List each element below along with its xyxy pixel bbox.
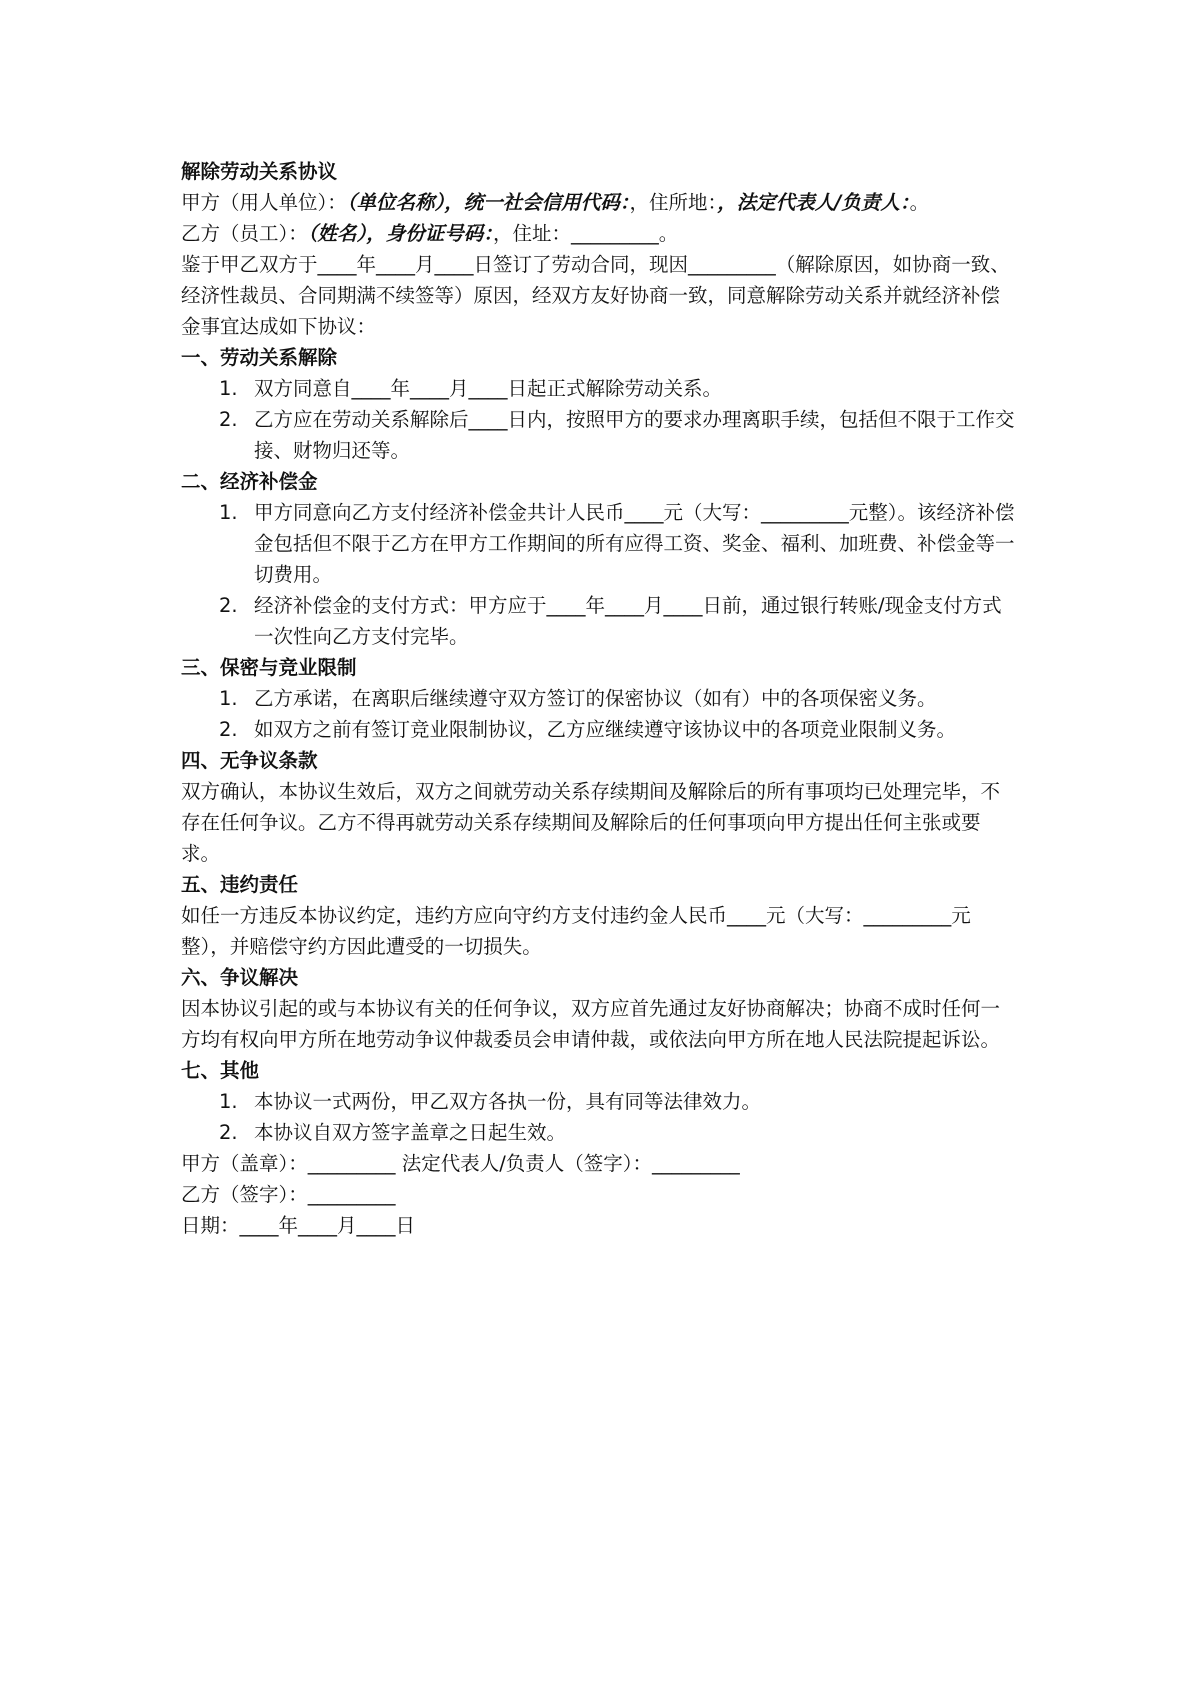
item-number: 1. [219,501,238,524]
list-item [181,404,1019,466]
party-a-name: （单位名称），统一社会信用代码： [346,191,630,214]
section-heading: 一、劳动关系解除 [181,346,338,369]
party-a-address-label: ，住所地： [629,191,718,214]
numbered-list [181,1086,1019,1148]
numbered-list [181,373,1019,466]
section-heading: 四、无争议条款 [181,749,318,772]
item-number: 1. [219,687,238,710]
section-heading: 五、违约责任 [181,873,299,896]
item-number: 1. [219,377,238,400]
party-a-end: 。 [909,191,930,214]
list-item [181,373,1019,404]
party-b-line [181,218,1019,249]
list-item [181,714,1019,745]
list-item [181,1086,1019,1117]
item-text: 双方同意自____年____月____日起正式解除劳动关系。 [254,377,723,400]
document-title: 解除劳动关系协议 [181,160,338,183]
party-a-prefix: 甲方（用人单位）： [181,191,347,214]
item-number: 2. [219,1121,238,1144]
numbered-list [181,683,1019,745]
party-a-representative: ，法定代表人/负责人： [717,191,910,214]
list-item [181,590,1019,652]
item-number: 2. [219,408,238,431]
section-paragraph: 双方确认，本协议生效后，双方之间就劳动关系存续期间及解除后的所有事项均已处理完毕，不存在任何争议。乙方不得再就劳动关系存续期间及解除后的任何事项向甲方提出任何主张或要求。 [181,780,1001,865]
item-number: 2. [219,594,238,617]
party-b-address: ，住址：_________。 [493,222,679,245]
item-text: 本协议一式两份，甲乙双方各执一份，具有同等法律效力。 [254,1090,762,1113]
list-item [181,1117,1019,1148]
numbered-list [181,497,1019,652]
party-b-name: （姓名），身份证号码： [307,222,494,245]
signature-party-b: 乙方（签字）：_________ [181,1183,396,1206]
list-item [181,683,1019,714]
item-text: 乙方承诺，在离职后继续遵守双方签订的保密协议（如有）中的各项保密义务。 [254,687,937,710]
party-b-prefix: 乙方（员工）： [181,222,308,245]
item-text: 乙方应在劳动关系解除后____日内，按照甲方的要求办理离职手续，包括但不限于工作交接、财物归还等。 [254,408,1015,462]
signature-party-a: 甲方（盖章）：_________ 法定代表人/负责人（签字）：_________ [181,1152,740,1175]
list-item [181,497,1019,590]
section-heading: 六、争议解决 [181,966,299,989]
item-text: 本协议自双方签字盖章之日起生效。 [254,1121,567,1144]
signature-date: 日期：____年____月____日 [181,1214,416,1237]
item-number: 2. [219,718,238,741]
section-heading: 七、其他 [181,1059,260,1082]
section-paragraph: 如任一方违反本协议约定，违约方应向守约方支付违约金人民币____元（大写：_________元整），并赔偿守约方因此遭受的一切损失。 [181,904,971,958]
section-paragraph: 因本协议引起的或与本协议有关的任何争议，双方应首先通过友好协商解决；协商不成时任何一方均有权向甲方所在地劳动争议仲裁委员会申请仲裁，或依法向甲方所在地人民法院提起诉讼。 [181,997,1001,1051]
item-number: 1. [219,1090,238,1113]
section-heading: 三、保密与竞业限制 [181,656,357,679]
preamble: 鉴于甲乙双方于____年____月____日签订了劳动合同，现因_________（解除原因，如协商一致、经济性裁员、合同期满不续签等）原因，经双方友好协商一致，同意解除劳动关系并就经济补偿金事宜达成如下协议： [181,253,1010,338]
agreement-document [181,156,1019,1241]
item-text: 甲方同意向乙方支付经济补偿金共计人民币____元（大写：_________元整）。该经济补偿金包括但不限于乙方在甲方工作期间的所有应得工资、奖金、福利、加班费、补偿金等一切费用。 [254,501,1015,586]
section-heading: 二、经济补偿金 [181,470,318,493]
item-text: 经济补偿金的支付方式：甲方应于____年____月____日前，通过银行转账/现金支付方式一次性向乙方支付完毕。 [254,594,1002,648]
item-text: 如双方之前有签订竞业限制协议，乙方应继续遵守该协议中的各项竞业限制义务。 [254,718,957,741]
party-a-line [181,187,1019,218]
